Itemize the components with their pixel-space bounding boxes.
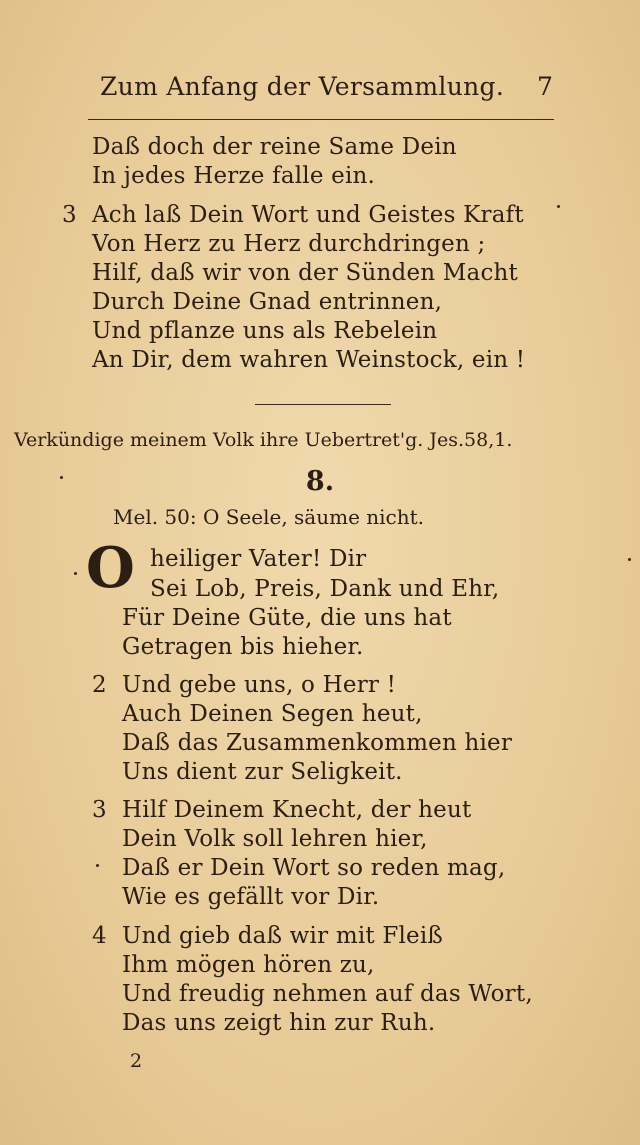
page-number: 7 (537, 72, 553, 101)
verse-line: Auch Deinen Segen heut, (122, 701, 423, 727)
verse-number: 3 (62, 202, 77, 228)
running-title: Zum Anfang der Versammlung. (100, 72, 505, 101)
verse-line: Dein Volk soll lehren hier, (122, 826, 428, 852)
verse-line: Hilf, daß wir von der Sünden Macht (92, 260, 518, 286)
paper-speck (628, 558, 631, 561)
verse-number: 2 (92, 672, 107, 698)
verse-line: Für Deine Güte, die uns hat (122, 605, 452, 631)
verse-line: Von Herz zu Herz durchdringen ; (92, 231, 486, 257)
verse-line: Hilf Deinem Knecht, der heut (122, 797, 472, 823)
verse-number: 3 (92, 797, 107, 823)
verse-line: Daß er Dein Wort so reden mag, (122, 855, 506, 881)
running-head (0, 72, 640, 106)
verse-line: Daß das Zusammenkommen hier (122, 730, 513, 756)
verse-line: Uns dient zur Seligkeit. (122, 759, 403, 785)
verse-number: 4 (92, 923, 107, 949)
verse-line: An Dir, dem wahren Weinstock, ein ! (92, 347, 526, 373)
signature-mark: 2 (130, 1050, 143, 1072)
verse-line: Ihm mögen hören zu, (122, 952, 375, 978)
melody-line: Mel. 50: O Seele, säume nicht. (113, 505, 425, 529)
verse-line: Wie es gefällt vor Dir. (122, 884, 380, 910)
paper-speck (74, 572, 77, 575)
verse-line: Und pflanze uns als Rebelein (92, 318, 438, 344)
verse-line: heiliger Vater! Dir (150, 546, 367, 572)
verse-line: Durch Deine Gnad entrinnen, (92, 289, 443, 315)
verse-line: Und freudig nehmen auf das Wort, (122, 981, 533, 1007)
continuation-line: In jedes Herze falle ein. (92, 163, 376, 189)
drop-cap: O (86, 535, 135, 601)
verse-line: Ach laß Dein Wort und Geistes Kraft (92, 202, 524, 228)
hymn-number: 8. (305, 466, 335, 497)
paper-speck (96, 864, 99, 867)
verse-line: Das uns zeigt hin zur Ruh. (122, 1010, 436, 1036)
continuation-line: Daß doch der reine Same Dein (92, 134, 457, 160)
verse-line: Sei Lob, Preis, Dank und Ehr, (150, 576, 500, 602)
verse-line: Getragen bis hieher. (122, 634, 364, 660)
section-rule (255, 404, 391, 405)
verse-line: Und gieb daß wir mit Fleiß (122, 923, 443, 949)
paper-speck (60, 476, 63, 479)
verse-line: Und gebe uns, o Herr ! (122, 672, 397, 698)
paper-speck (557, 205, 560, 208)
scripture-motto: Verkündige meinem Volk ihre Uebertret'g. Jes.58,1. (14, 429, 513, 451)
header-rule (88, 119, 554, 120)
